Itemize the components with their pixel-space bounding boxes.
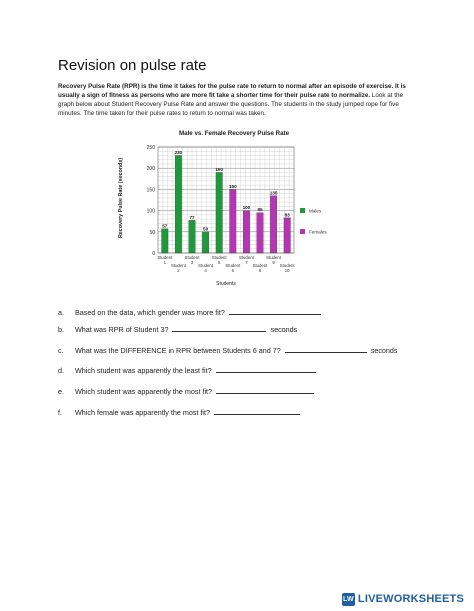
question-letter: e. (58, 387, 64, 396)
bar-value-label: 135 (269, 190, 278, 196)
legend-swatch-females (300, 229, 305, 234)
question-d (58, 365, 318, 375)
y-tick-label: 50 (149, 229, 155, 236)
intro-bold-text: Recovery Pulse Rate (RPR) is the time it takes for the pulse rate to return to normal after an episode of exercise. It is usually a sign of fitness as persons who are more fit take a shorter time for their pulse rate to normalize. (58, 83, 406, 99)
bar-value-label: 150 (228, 183, 237, 189)
x-tick-label: 6 (231, 268, 234, 273)
x-tick-label: Student (252, 263, 268, 268)
answer-blank[interactable] (172, 324, 266, 332)
bar-student-3 (189, 220, 196, 253)
x-tick-label: Student (170, 263, 186, 268)
x-tick-label: 7 (245, 260, 248, 265)
answer-blank[interactable] (229, 307, 321, 315)
bar-value-label: 50 (203, 226, 209, 232)
question-b (58, 324, 297, 334)
x-tick-label: 2 (177, 268, 180, 273)
question-text: Which student was apparently the least fit? (75, 366, 212, 375)
y-axis-label: Recovery Pulse Rate (seconds) (118, 157, 124, 239)
bar-value-label: 83 (284, 212, 290, 218)
x-tick-label: 9 (272, 260, 275, 265)
legend-label-males: Males (309, 208, 322, 214)
bar-student-1 (162, 229, 169, 253)
question-letter: d. (58, 366, 64, 375)
answer-blank[interactable] (216, 365, 316, 373)
x-tick-label: Student (198, 263, 214, 268)
y-tick-label: 0 (152, 251, 155, 257)
x-tick-label: Student (184, 255, 200, 260)
legend-label-females: Females (309, 229, 327, 235)
y-tick-label: 150 (146, 187, 155, 194)
question-e (58, 386, 316, 396)
question-c (58, 345, 398, 355)
x-tick-label: 4 (204, 268, 207, 273)
answer-blank[interactable] (285, 345, 367, 353)
x-tick-label: Student (211, 255, 227, 260)
question-unit: seconds (270, 325, 298, 334)
x-axis-label: Students (216, 281, 236, 287)
liveworksheets-footer[interactable] (342, 591, 464, 607)
liveworksheets-logo-icon: LW (342, 593, 355, 606)
x-tick-label: Student (238, 255, 254, 260)
bar-student-4 (202, 232, 209, 253)
bar-value-label: 100 (242, 205, 251, 211)
bar-student-9 (270, 196, 277, 253)
x-tick-label: Student (225, 263, 241, 268)
x-tick-label: Student (157, 255, 173, 260)
bar-student-10 (284, 218, 291, 253)
question-letter: a. (58, 308, 64, 317)
answer-blank[interactable] (216, 386, 314, 394)
bar-value-label: 77 (189, 214, 195, 220)
footer-brand: LIVEWORKSHEETS (357, 593, 464, 605)
question-unit: seconds (370, 346, 398, 355)
question-text: Based on the data, which gender was more fit? (75, 308, 225, 317)
bar-value-label: 190 (215, 166, 224, 172)
bar-student-5 (216, 172, 223, 253)
x-tick-label: Student (279, 263, 295, 268)
x-tick-label: 10 (284, 268, 290, 273)
intro-paragraph (58, 82, 418, 118)
question-letter: f. (58, 408, 62, 417)
bar-value-label: 95 (257, 207, 263, 213)
bar-student-6 (230, 189, 237, 253)
question-text: What was the DIFFERENCE in RPR between Students 6 and 7? (75, 346, 281, 355)
question-a (58, 307, 323, 317)
x-tick-label: 8 (258, 268, 262, 273)
question-f (58, 407, 302, 417)
x-tick-label: 1 (163, 260, 166, 265)
answer-blank[interactable] (214, 407, 300, 415)
legend-swatch-males (300, 208, 305, 213)
x-tick-label: 3 (190, 260, 194, 265)
bar-chart (102, 124, 336, 296)
chart-title: Male vs. Female Recovery Pulse Rate (178, 130, 290, 137)
question-letter: c. (58, 346, 64, 355)
bar-value-label: 230 (174, 149, 183, 155)
x-tick-label: 5 (218, 260, 221, 265)
y-tick-label: 200 (146, 166, 155, 173)
intro-text: Look at the graph below about Student Recovery Pulse Rate and answer the questions. The students in the study jumped rope for five minutes. The time taken for their pulse rates to return to normal was taken. (58, 92, 404, 117)
y-tick-label: 250 (146, 145, 155, 151)
y-tick-label: 100 (146, 208, 155, 215)
bar-student-2 (175, 155, 182, 253)
bar-student-7 (243, 211, 250, 253)
chart-svg (102, 124, 336, 296)
x-tick-label: Student (266, 255, 282, 260)
question-letter: b. (58, 325, 64, 334)
question-text: What was RPR of Student 3? (75, 325, 169, 334)
question-text: Which student was apparently the most fit? (75, 387, 213, 396)
bar-value-label: 57 (162, 223, 168, 229)
question-text: Which female was apparently the most fit? (75, 408, 211, 417)
bar-student-8 (257, 213, 264, 253)
page-title: Revision on pulse rate (58, 57, 207, 74)
